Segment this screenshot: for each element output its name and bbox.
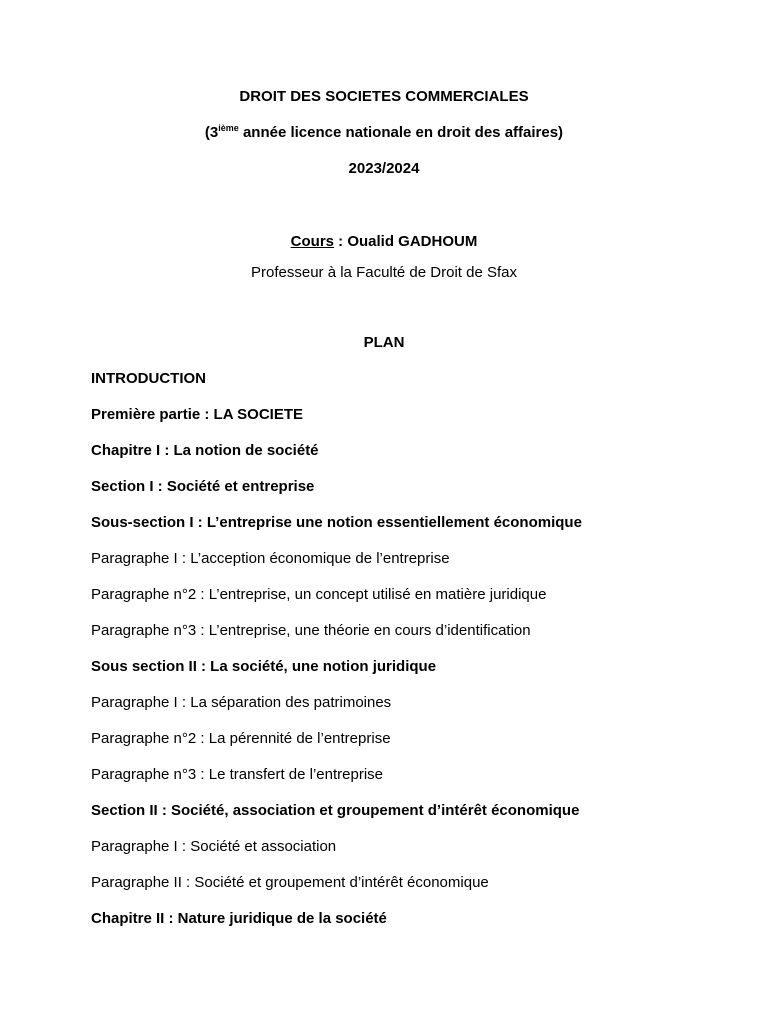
plan-item: Sous-section I : L’entreprise une notion essentiellement économique xyxy=(91,514,582,531)
author-position: Professeur à la Faculté de Droit de Sfax xyxy=(251,264,517,281)
subtitle-rest: année licence nationale en droit des affaires) xyxy=(238,124,564,141)
plan-item: Sous section II : La société, une notion juridique xyxy=(91,658,437,675)
plan-item: Paragraphe n°2 : L’entreprise, un concept utilisé en matière juridique xyxy=(91,586,547,603)
subtitle-prefix: (3 xyxy=(204,124,219,141)
plan-item: Paragraphe n°3 : L’entreprise, une théorie en cours d’identification xyxy=(91,622,531,639)
plan-item: Chapitre II : Nature juridique de la société xyxy=(91,910,387,927)
author-label: Cours xyxy=(290,233,334,250)
subtitle-superscript: ième xyxy=(218,123,239,133)
plan-item: Paragraphe n°2 : La pérennité de l’entreprise xyxy=(91,730,391,747)
plan-item: Section I : Société et entreprise xyxy=(91,478,315,495)
plan-item: Paragraphe I : L’acception économique de l’entreprise xyxy=(91,550,450,567)
academic-year: 2023/2024 xyxy=(348,160,420,177)
document-title: DROIT DES SOCIETES COMMERCIALES xyxy=(239,88,529,105)
plan-item: Paragraphe n°3 : Le transfert de l’entreprise xyxy=(91,766,384,783)
plan-item: Paragraphe I : La séparation des patrimoines xyxy=(91,694,392,711)
author-separator: : xyxy=(334,233,348,250)
plan-item: Première partie : LA SOCIETE xyxy=(91,406,304,423)
plan-item: Chapitre I : La notion de société xyxy=(91,442,319,459)
document-subtitle xyxy=(0,124,768,142)
plan-heading: PLAN xyxy=(363,334,405,351)
plan-list xyxy=(91,370,731,946)
author-name: Oualid GADHOUM xyxy=(347,233,478,250)
author-line xyxy=(0,233,768,251)
plan-item: INTRODUCTION xyxy=(91,370,206,387)
plan-item: Paragraphe II : Société et groupement d’intérêt économique xyxy=(91,874,489,891)
plan-item: Section II : Société, association et groupement d’intérêt économique xyxy=(91,802,580,819)
plan-item: Paragraphe I : Société et association xyxy=(91,838,337,855)
